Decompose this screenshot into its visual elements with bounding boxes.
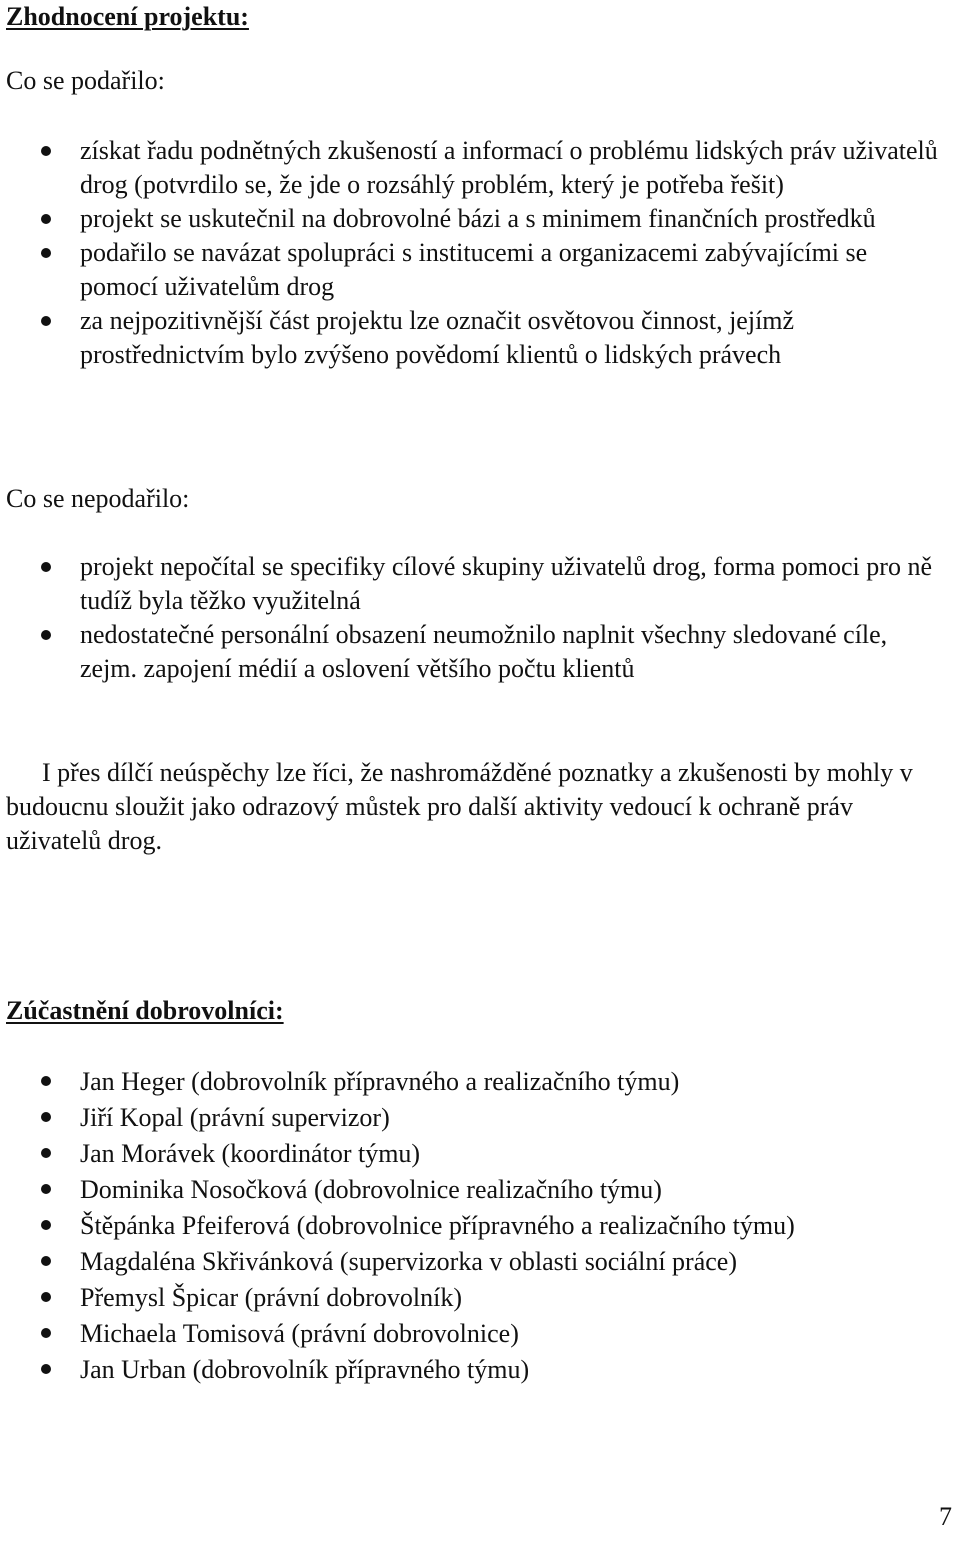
list-item: Přemysl Špicar (právní dobrovolník) [0, 1280, 960, 1316]
bullet-icon [41, 630, 51, 640]
successes-heading: Co se podařilo: [6, 66, 165, 95]
list-item: projekt se uskutečnil na dobrovolné bázi a s minimem finančních prostředků [0, 202, 960, 236]
list-item: Michaela Tomisová (právní dobrovolnice) [0, 1316, 960, 1352]
list-item: podařilo se navázat spolupráci s institucemi a organizacemi zabývajícími se pomocí uživatelům drog [0, 236, 960, 304]
bullet-icon [41, 1220, 51, 1230]
list-item: získat řadu podnětných zkušeností a informací o problému lidských práv uživatelů drog (potvrdilo se, že jde o rozsáhlý problém, který je potřeba řešit) [0, 134, 960, 202]
list-item: Dominika Nosočková (dobrovolnice realizačního týmu) [0, 1172, 960, 1208]
list-item: Magdaléna Skřivánková (supervizorka v oblasti sociální práce) [0, 1244, 960, 1280]
bullet-icon [41, 1148, 51, 1158]
conclusion-paragraph: I přes dílčí neúspěchy lze říci, že nashromážděné poznatky a zkušenosti by mohly v budoucnu sloužit jako odrazový můstek pro další aktivity vedoucí k ochraně práv uživatelů drog. [6, 758, 913, 855]
list-item: Štěpánka Pfeiferová (dobrovolnice přípravného a realizačního týmu) [0, 1208, 960, 1244]
bullet-icon [41, 248, 51, 258]
volunteers-title: Zúčastnění dobrovolníci: [6, 996, 284, 1025]
failures-list [0, 550, 960, 686]
bullet-icon [41, 1184, 51, 1194]
bullet-icon [41, 316, 51, 326]
failures-heading: Co se nepodařilo: [6, 484, 190, 513]
bullet-icon [41, 1112, 51, 1122]
list-item: Jiří Kopal (právní supervizor) [0, 1100, 960, 1136]
evaluation-title: Zhodnocení projektu: [6, 2, 249, 31]
list-item: Jan Heger (dobrovolník přípravného a realizačního týmu) [0, 1064, 960, 1100]
bullet-icon [41, 146, 51, 156]
list-item: za nejpozitivnější část projektu lze označit osvětovou činnost, jejímž prostřednictvím bylo zvýšeno povědomí klientů o lidských právech [0, 304, 960, 372]
list-item: Jan Morávek (koordinátor týmu) [0, 1136, 960, 1172]
list-item: nedostatečné personální obsazení neumožnilo naplnit všechny sledované cíle, zejm. zapojení médií a oslovení většího počtu klientů [0, 618, 960, 686]
bullet-icon [41, 214, 51, 224]
list-item: projekt nepočítal se specifiky cílové skupiny uživatelů drog, forma pomoci pro ně tudíž byla těžko využitelná [0, 550, 960, 618]
bullet-icon [41, 1328, 51, 1338]
bullet-icon [41, 562, 51, 572]
successes-list [0, 134, 960, 372]
bullet-icon [41, 1292, 51, 1302]
page-number: 7 [939, 1502, 952, 1531]
bullet-icon [41, 1256, 51, 1266]
list-item: Jan Urban (dobrovolník přípravného týmu) [0, 1352, 960, 1388]
volunteers-list [0, 1064, 960, 1388]
bullet-icon [41, 1364, 51, 1374]
bullet-icon [41, 1076, 51, 1086]
